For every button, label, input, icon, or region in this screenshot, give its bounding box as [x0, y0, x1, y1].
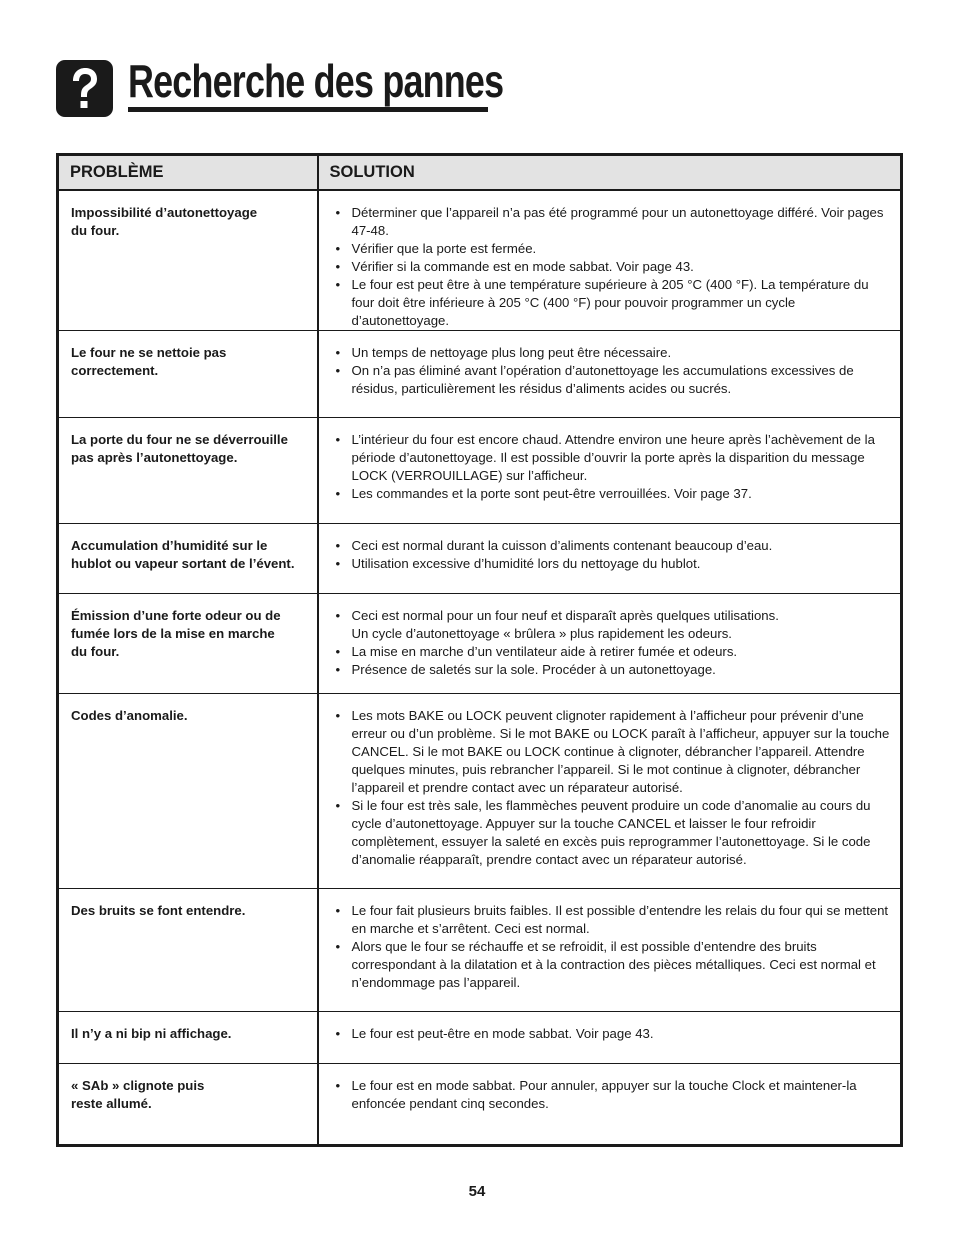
solution-cell [318, 889, 902, 1012]
problem-cell: La porte du four ne se déverrouille pas après l’autonettoyage. [58, 418, 318, 524]
solution-item: • Le four est en mode sabbat. Pour annuler, appuyer sur la touche Clock et maintener-la enfoncée pendant cinq secondes. [333, 1077, 893, 1113]
table-row [58, 524, 902, 594]
solution-item: • Alors que le four se réchauffe et se refroidit, il est possible d’entendre des bruits correspondant à la dilatation et à la contraction des pièces métalliques. Ceci est normal et n’endommage pas l’appareil. [333, 938, 893, 992]
table-row [58, 694, 902, 889]
solution-item: • Ceci est normal pour un four neuf et disparaît après quelques utilisations. Un cycle d’autonettoyage « brûlera » plus rapidement les odeurs. [333, 607, 893, 643]
solution-item: • Le four est peut-être en mode sabbat. Voir page 43. [333, 1025, 893, 1043]
problem-cell: Impossibilité d’autonettoyage du four. [58, 190, 318, 331]
page-number: 54 [468, 1183, 486, 1200]
page-title: Recherche des pannes [128, 55, 504, 107]
table-header-row [58, 155, 902, 191]
question-mark-icon [56, 60, 113, 117]
solution-item: • On n’a pas éliminé avant l’opération d’autonettoyage les accumulations excessives de résidus, particulièrement les résidus d’aliments acides ou sucrés. [333, 362, 893, 398]
title-underline [128, 107, 488, 112]
table-row [58, 889, 902, 1012]
solution-cell [318, 694, 902, 889]
solution-item: • Les mots BAKE ou LOCK peuvent clignoter rapidement à l’afficheur pour prévenir d’une erreur ou d’un problème. Si le mot BAKE ou LOCK paraît à l’afficheur, appuyer sur la touche CANCEL. Si le mot BAKE ou LOCK continue à clignoter, débrancher l’appareil. Attendre quelques minutes, puis rebrancher l’appareil. Si le mot continue à clignoter, débrancher l’appareil et prendre contact avec un réparateur autorisé. [333, 707, 893, 797]
solution-item: • Utilisation excessive d’humidité lors du nettoyage du hublot. [333, 555, 893, 573]
table-row [58, 1012, 902, 1064]
solution-list [333, 1077, 893, 1113]
solution-item: • Un temps de nettoyage plus long peut être nécessaire. [333, 344, 893, 362]
table-row [58, 190, 902, 331]
problem-cell: Accumulation d’humidité sur le hublot ou vapeur sortant de l’évent. [58, 524, 318, 594]
problem-cell: Il n’y a ni bip ni affichage. [58, 1012, 318, 1064]
solution-list [333, 1025, 893, 1043]
problem-cell: Codes d’anomalie. [58, 694, 318, 889]
solution-item: • La mise en marche d’un ventilateur aide à retirer fumée et odeurs. [333, 643, 893, 661]
solution-item: • Vérifier que la porte est fermée. [333, 240, 893, 258]
table-row [58, 594, 902, 694]
column-header-problem: PROBLÈME [58, 155, 318, 191]
solution-item: • L’intérieur du four est encore chaud. Attendre environ une heure après l’achèvement de la période d’autonettoyage. Il est possible d’ouvrir la porte après la disparition du message LOCK (VERROUILLAGE) sur l’afficheur. [333, 431, 893, 485]
solution-item: • Déterminer que l’appareil n’a pas été programmé pour un autonettoyage différé. Voir pages 47-48. [333, 204, 893, 240]
solution-item: • Les commandes et la porte sont peut-être verrouillées. Voir page 37. [333, 485, 893, 503]
table-row [58, 331, 902, 418]
problem-cell: Des bruits se font entendre. [58, 889, 318, 1012]
solution-list [333, 707, 893, 869]
solution-list [333, 204, 893, 330]
solution-cell [318, 418, 902, 524]
solution-item: • Présence de saletés sur la sole. Procéder à un autonettoyage. [333, 661, 893, 679]
troubleshooting-table [56, 153, 903, 1147]
solution-list [333, 607, 893, 679]
solution-list [333, 344, 893, 398]
solution-list [333, 902, 893, 992]
solution-list [333, 537, 893, 573]
solution-item: • Le four fait plusieurs bruits faibles. Il est possible d’entendre les relais du four qui se mettent en marche et s’arrêtent. Ceci est normal. [333, 902, 893, 938]
solution-cell [318, 190, 902, 331]
problem-cell: Émission d’une forte odeur ou de fumée lors de la mise en marche du four. [58, 594, 318, 694]
solution-cell [318, 331, 902, 418]
table-row [58, 418, 902, 524]
solution-item: • Si le four est très sale, les flammèches peuvent produire un code d’anomalie au cours du cycle d’autonettoyage. Appuyer sur la touche CANCEL et laisser le four refroidir complètement, essuyer la saleté en excès puis reprogrammer l’autonettoyage. Si le code d’anomalie réapparaît, prendre contact avec un réparateur autorisé. [333, 797, 893, 869]
solution-item: • Vérifier si la commande est en mode sabbat. Voir page 43. [333, 258, 893, 276]
problem-cell: « SAb » clignote puis reste allumé. [58, 1064, 318, 1146]
table-row [58, 1064, 902, 1146]
solution-cell [318, 594, 902, 694]
solution-cell [318, 1064, 902, 1146]
solution-item: • Le four est peut être à une température supérieure à 205 °C (400 °F). La température du four doit être inférieure à 205 °C (400 °F) pour pouvoir programmer un cycle d’autonettoyage. [333, 276, 893, 330]
column-header-solution: SOLUTION [318, 155, 902, 191]
solution-cell [318, 1012, 902, 1064]
solution-item: • Ceci est normal durant la cuisson d’aliments contenant beaucoup d’eau. [333, 537, 893, 555]
problem-cell: Le four ne se nettoie pas correctement. [58, 331, 318, 418]
solution-cell [318, 524, 902, 594]
solution-list [333, 431, 893, 503]
